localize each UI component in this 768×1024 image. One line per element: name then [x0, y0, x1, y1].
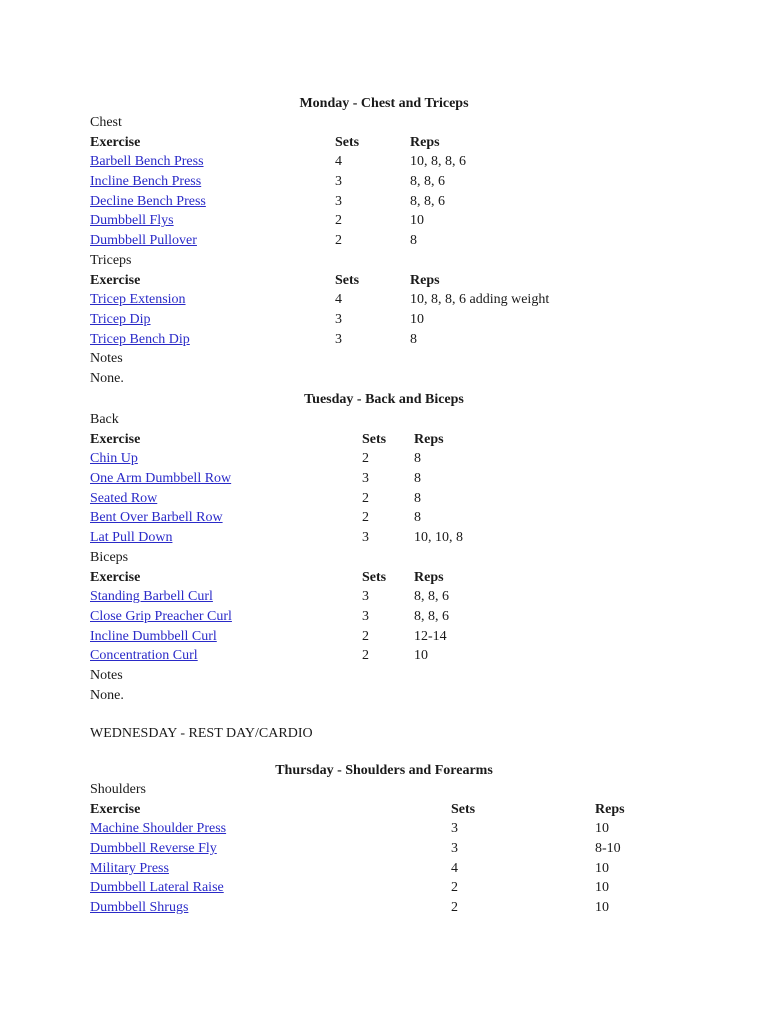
- reps-value: 8-10: [595, 841, 621, 857]
- thursday-section: [90, 780, 710, 918]
- exercise-link[interactable]: Decline Bench Press: [90, 193, 206, 209]
- exercise-header: Exercise: [90, 801, 141, 817]
- shoulders-group-label: Shoulders: [90, 782, 146, 797]
- table-row: [90, 898, 710, 918]
- sets-value: 3: [362, 530, 369, 546]
- sets-header: Sets: [362, 431, 387, 447]
- notes-label: Notes: [90, 351, 123, 367]
- table-row: [90, 878, 710, 898]
- sets-value: 3: [451, 841, 458, 857]
- notes-text: None.: [90, 370, 124, 386]
- exercise-link[interactable]: Bent Over Barbell Row: [90, 510, 223, 526]
- wednesday-rest-day: WEDNESDAY - REST DAY/CARDIO: [90, 726, 313, 741]
- table-row: [90, 330, 710, 350]
- reps-value: 12-14: [414, 628, 447, 644]
- sets-header: Sets: [451, 801, 476, 817]
- tuesday-title: Tuesday - Back and Biceps: [304, 392, 464, 407]
- sets-value: 4: [451, 860, 458, 876]
- sets-value: 2: [451, 880, 458, 896]
- exercise-link[interactable]: Lat Pull Down: [90, 530, 173, 546]
- triceps-group-label: Triceps: [90, 252, 132, 268]
- back-header-row: [90, 430, 710, 450]
- exercise-header: Exercise: [90, 569, 141, 585]
- table-row: [90, 192, 710, 212]
- sets-value: 3: [362, 589, 369, 605]
- sets-header: Sets: [335, 134, 360, 150]
- table-row: [90, 449, 710, 469]
- reps-value: 8, 8, 6: [414, 589, 449, 605]
- sets-value: 2: [362, 451, 369, 467]
- sets-value: 3: [362, 608, 369, 624]
- reps-value: 10: [595, 821, 609, 837]
- notes-label: Notes: [90, 667, 123, 683]
- exercise-link[interactable]: Chin Up: [90, 451, 138, 467]
- reps-value: 10: [410, 213, 424, 229]
- table-row: [90, 469, 710, 489]
- table-row: [90, 508, 710, 528]
- exercise-link[interactable]: Machine Shoulder Press: [90, 821, 227, 837]
- exercise-link[interactable]: Dumbbell Reverse Fly: [90, 841, 217, 857]
- reps-value: 10, 10, 8: [414, 530, 463, 546]
- thursday-title: Thursday - Shoulders and Forearms: [275, 763, 493, 778]
- reps-header: Reps: [410, 272, 440, 288]
- table-row: [90, 587, 710, 607]
- exercise-link[interactable]: Standing Barbell Curl: [90, 589, 213, 605]
- reps-value: 8, 8, 6: [410, 193, 445, 209]
- sets-value: 2: [362, 648, 369, 664]
- table-row: [90, 310, 710, 330]
- reps-value: 10, 8, 8, 6: [410, 154, 466, 170]
- exercise-link[interactable]: Barbell Bench Press: [90, 154, 204, 170]
- table-row: [90, 839, 710, 859]
- sets-value: 3: [362, 471, 369, 487]
- shoulders-header-row: [90, 800, 710, 820]
- reps-value: 8: [414, 471, 421, 487]
- sets-value: 2: [335, 213, 342, 229]
- biceps-group-label: Biceps: [90, 549, 129, 565]
- exercise-link[interactable]: Incline Bench Press: [90, 174, 202, 190]
- reps-value: 10: [410, 311, 424, 327]
- table-row: [90, 172, 710, 192]
- reps-header: Reps: [414, 569, 444, 585]
- sets-header: Sets: [335, 272, 360, 288]
- table-row: [90, 646, 710, 666]
- table-row: [90, 528, 710, 548]
- exercise-link[interactable]: Tricep Bench Dip: [90, 331, 190, 347]
- sets-value: 2: [335, 233, 342, 249]
- exercise-link[interactable]: Dumbbell Flys: [90, 213, 174, 229]
- reps-value: 8: [414, 451, 421, 467]
- reps-value: 8: [414, 490, 421, 506]
- sets-value: 2: [451, 900, 458, 916]
- sets-value: 2: [362, 628, 369, 644]
- monday-section: [90, 113, 710, 389]
- table-row: [90, 152, 710, 172]
- exercise-link[interactable]: Military Press: [90, 860, 169, 876]
- reps-header: Reps: [410, 134, 440, 150]
- tuesday-section: [90, 410, 710, 705]
- table-row: [90, 489, 710, 509]
- reps-value: 8: [414, 510, 421, 526]
- sets-value: 4: [335, 292, 342, 308]
- sets-value: 3: [335, 174, 342, 190]
- reps-value: 10: [595, 860, 609, 876]
- exercise-header: Exercise: [90, 134, 141, 150]
- sets-value: 4: [335, 154, 342, 170]
- triceps-header-row: [90, 271, 710, 291]
- chest-header-row: [90, 133, 710, 153]
- monday-title: Monday - Chest and Triceps: [299, 96, 469, 111]
- table-row: [90, 231, 710, 251]
- exercise-link[interactable]: Incline Dumbbell Curl: [90, 628, 217, 644]
- sets-value: 2: [362, 490, 369, 506]
- sets-value: 2: [362, 510, 369, 526]
- exercise-link[interactable]: Dumbbell Shrugs: [90, 900, 189, 916]
- exercise-header: Exercise: [90, 431, 141, 447]
- reps-value: 10: [414, 648, 428, 664]
- exercise-link[interactable]: Concentration Curl: [90, 648, 198, 664]
- reps-value: 8: [410, 233, 417, 249]
- exercise-link[interactable]: Dumbbell Pullover: [90, 233, 197, 249]
- table-row: [90, 819, 710, 839]
- exercise-link[interactable]: Tricep Dip: [90, 311, 151, 327]
- notes-text: None.: [90, 687, 124, 703]
- exercise-link[interactable]: One Arm Dumbbell Row: [90, 471, 232, 487]
- sets-value: 3: [451, 821, 458, 837]
- reps-value: 10, 8, 8, 6 adding weight: [410, 292, 550, 308]
- exercise-link[interactable]: Seated Row: [90, 490, 158, 506]
- exercise-link[interactable]: Tricep Extension: [90, 292, 186, 308]
- reps-value: 8, 8, 6: [414, 608, 449, 624]
- sets-value: 3: [335, 193, 342, 209]
- reps-header: Reps: [414, 431, 444, 447]
- table-row: [90, 859, 710, 879]
- exercise-header: Exercise: [90, 272, 141, 288]
- chest-group-label: Chest: [90, 115, 122, 130]
- table-row: [90, 627, 710, 647]
- table-row: [90, 607, 710, 627]
- sets-value: 3: [335, 311, 342, 327]
- back-group-label: Back: [90, 412, 119, 427]
- sets-header: Sets: [362, 569, 387, 585]
- reps-value: 10: [595, 900, 609, 916]
- reps-header: Reps: [595, 801, 625, 817]
- table-row: [90, 211, 710, 231]
- table-row: [90, 290, 710, 310]
- reps-value: 10: [595, 880, 609, 896]
- exercise-link[interactable]: Dumbbell Lateral Raise: [90, 880, 224, 896]
- sets-value: 3: [335, 331, 342, 347]
- exercise-link[interactable]: Close Grip Preacher Curl: [90, 608, 232, 624]
- reps-value: 8: [410, 331, 417, 347]
- biceps-header-row: [90, 568, 710, 588]
- reps-value: 8, 8, 6: [410, 174, 445, 190]
